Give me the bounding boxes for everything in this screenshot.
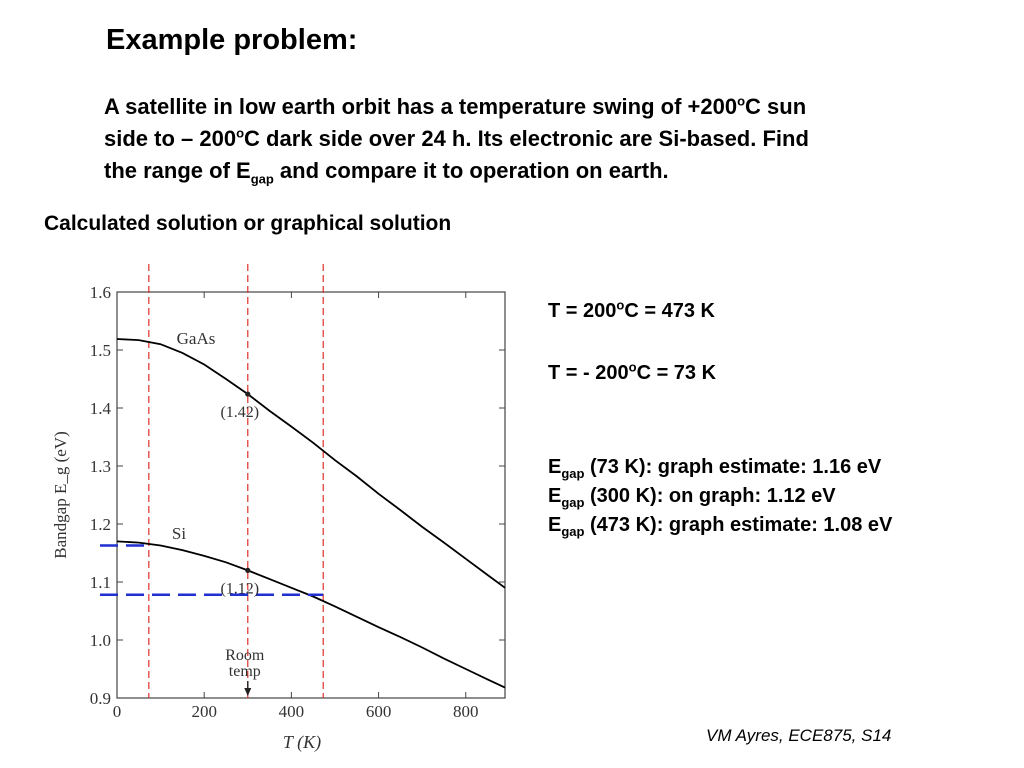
solution-subheading: Calculated solution or graphical solution	[44, 212, 452, 235]
room-temp-arrowhead	[244, 688, 251, 696]
problem-text: C dark side over 24 h. Its electronic are Si-based. Find	[244, 126, 809, 151]
problem-text: A satellite in low earth orbit has a temperature swing of +200	[104, 94, 738, 119]
x-tick-label: 0	[112, 702, 122, 721]
egap-e: E	[548, 514, 562, 536]
marked-point	[245, 391, 250, 396]
x-tick-label: 800	[453, 702, 479, 721]
problem-text: and compare it to operation on earth.	[273, 158, 669, 183]
egap-line-473k	[548, 514, 892, 537]
temp-text: C = 73 K	[636, 362, 717, 384]
series-label-gaas: GaAs	[176, 329, 216, 348]
degree-superscript: o	[628, 359, 637, 375]
egap-text: (300 K): on graph: 1.12 eV	[584, 485, 836, 507]
temp-text: T = - 200	[548, 362, 629, 384]
gap-subscript: gap	[561, 495, 585, 510]
problem-line-3	[104, 155, 984, 187]
room-temp-label: temp	[228, 663, 261, 680]
y-tick-label: 1.5	[89, 341, 111, 360]
x-tick-label: 400	[278, 702, 305, 721]
temp-high-line	[548, 297, 715, 323]
gap-subscript: gap	[250, 171, 274, 187]
y-tick-label: 1.2	[89, 515, 111, 534]
series-line-gaas	[117, 339, 505, 588]
temp-text: C = 473 K	[624, 300, 715, 322]
gap-subscript: gap	[561, 524, 585, 539]
author-credit: VM Ayres, ECE875, S14	[706, 726, 892, 745]
egap-text: (73 K): graph estimate: 1.16 eV	[584, 456, 882, 478]
temp-low-line	[548, 359, 717, 385]
problem-text: C sun	[745, 94, 807, 119]
egap-e: E	[548, 485, 562, 507]
room-temp-label: Room	[225, 647, 265, 664]
egap-text: (473 K): graph estimate: 1.08 eV	[584, 514, 893, 536]
problem-line-2	[104, 123, 984, 155]
egap-line-73k	[548, 456, 881, 479]
bandgap-chart	[0, 250, 520, 760]
y-tick-label: 1.6	[89, 283, 111, 302]
problem-text: side to – 200	[104, 126, 237, 151]
y-tick-label: 1.4	[89, 399, 111, 418]
plot-frame	[117, 292, 505, 698]
problem-statement	[104, 91, 984, 187]
marked-point-label: (1.12)	[220, 580, 260, 598]
marked-point-label: (1.42)	[220, 404, 260, 422]
slide-title: Example problem:	[106, 24, 358, 56]
marked-point	[245, 568, 250, 573]
series-label-si: Si	[171, 524, 187, 543]
series-line-si	[117, 541, 505, 687]
y-tick-label: 0.9	[89, 689, 111, 708]
gap-subscript: gap	[561, 466, 585, 481]
y-tick-label: 1.3	[89, 457, 111, 476]
x-axis-label: T (K)	[282, 732, 322, 752]
egap-line-300k	[548, 485, 836, 508]
problem-text: the range of E	[104, 158, 251, 183]
degree-superscript: o	[616, 297, 625, 313]
y-tick-label: 1.0	[89, 631, 111, 650]
y-axis-label: Bandgap E_g (eV)	[51, 431, 70, 559]
x-tick-label: 600	[365, 702, 392, 721]
egap-e: E	[548, 456, 562, 478]
problem-line-1	[104, 91, 984, 123]
x-tick-label: 200	[191, 702, 217, 721]
y-tick-label: 1.1	[89, 573, 111, 592]
degree-superscript: o	[236, 125, 245, 141]
degree-superscript: o	[737, 93, 746, 109]
temp-text: T = 200	[548, 300, 617, 322]
